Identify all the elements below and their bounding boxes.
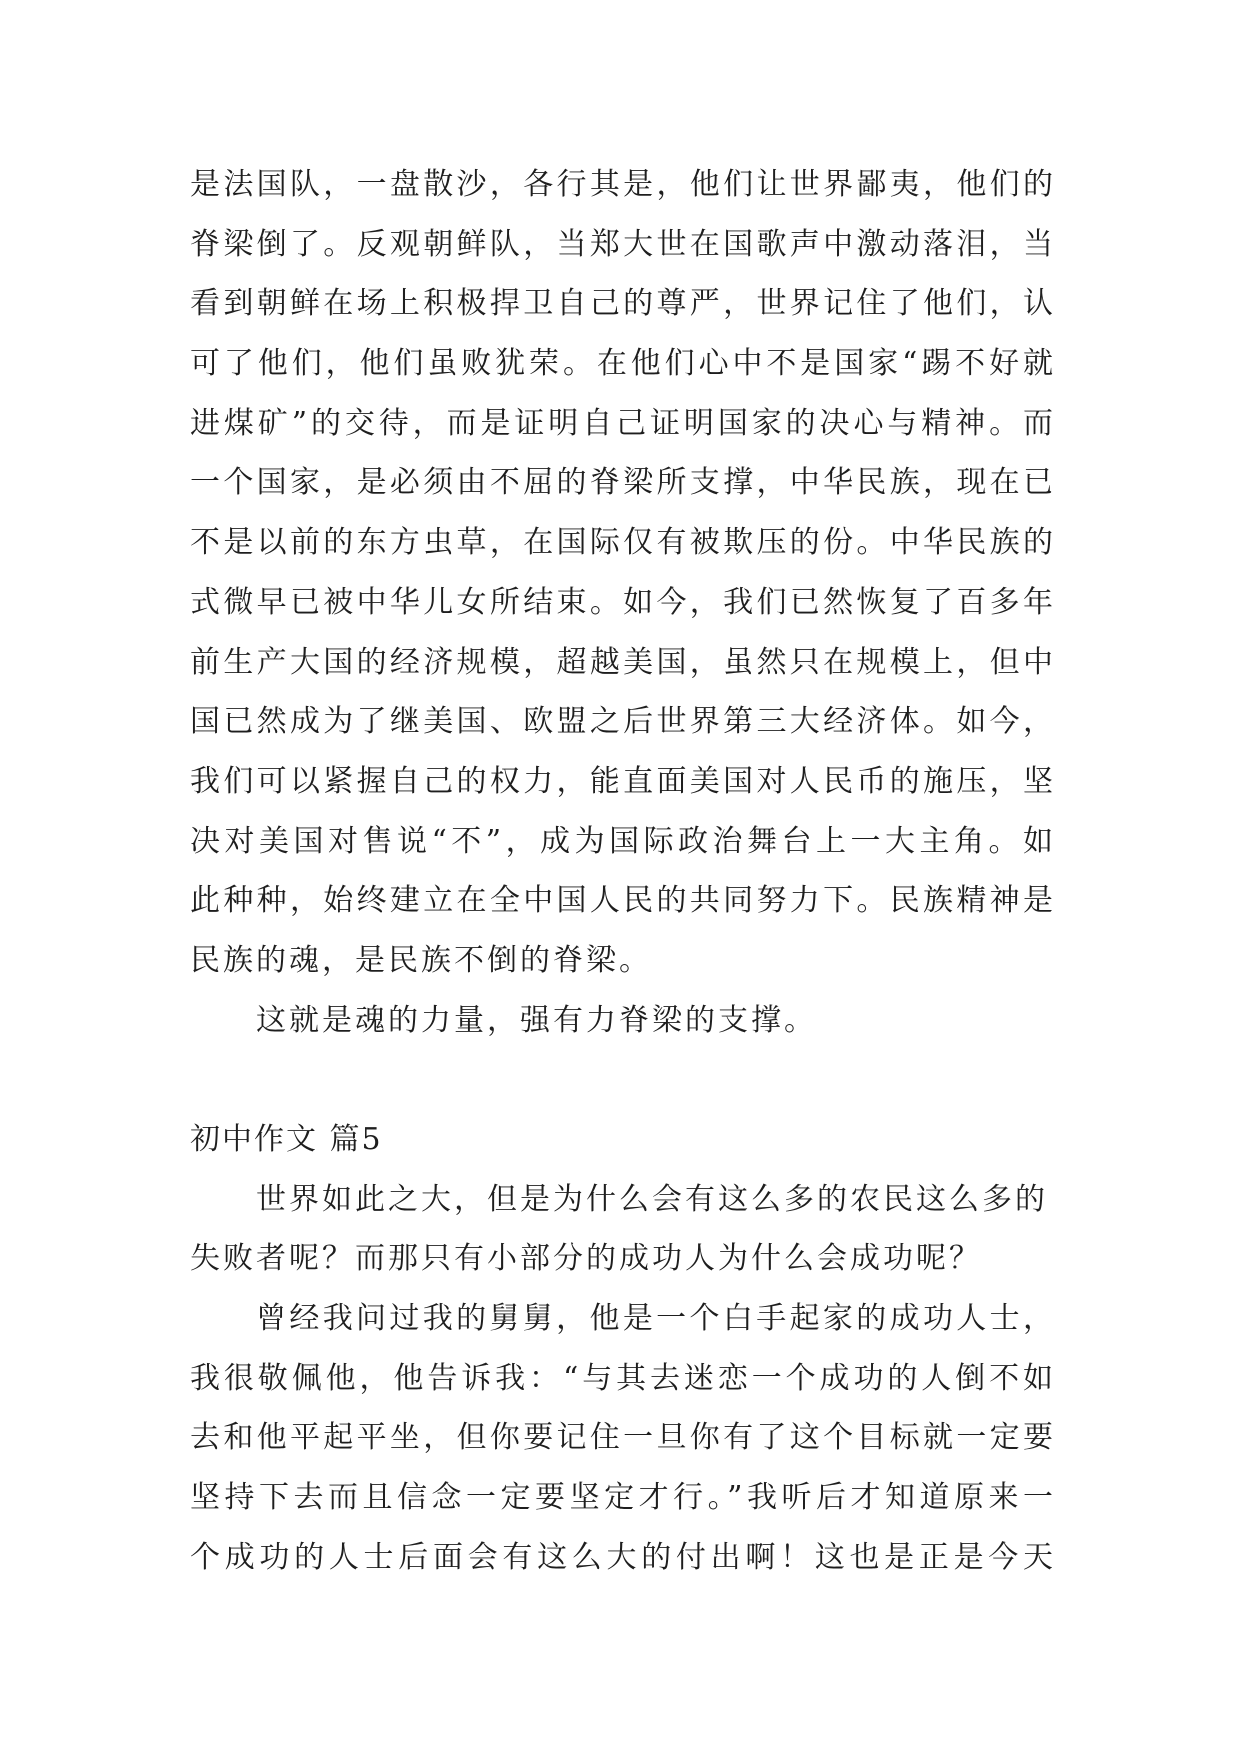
text-line: 式微早已被中华儿女所结束。如今，我们已然恢复了百多年 bbox=[190, 584, 1056, 620]
essay-paragraph bbox=[190, 1289, 1056, 1587]
text-line: 看到朝鲜在场上积极捍卫自己的尊严，世界记住了他们，认 bbox=[190, 286, 1056, 322]
text-line: 我们可以紧握自己的权力，能直面美国对人民币的施压，坚 bbox=[190, 763, 1056, 799]
text-line: 进煤矿”的交待，而是证明自己证明国家的决心与精神。而 bbox=[190, 405, 1056, 441]
text-line: 民族的魂，是民族不倒的脊梁。 bbox=[190, 942, 652, 978]
text-line: 前生产大国的经济规模，超越美国，虽然只在规模上，但中 bbox=[190, 644, 1056, 680]
previous-essay-paragraph bbox=[190, 155, 1056, 991]
text-line: 我很敬佩他，他告诉我：“与其去迷恋一个成功的人倒不如 bbox=[190, 1360, 1056, 1396]
text-line: 国已然成为了继美国、欧盟之后世界第三大经济体。如今， bbox=[190, 704, 1056, 740]
text-line: 曾经我问过我的舅舅，他是一个白手起家的成功人士， bbox=[256, 1301, 1056, 1337]
text-line: 失败者呢？而那只有小部分的成功人为什么会成功呢？ bbox=[190, 1241, 982, 1277]
text-line: 决对美国对售说“不”，成为国际政治舞台上一大主角。如 bbox=[190, 823, 1056, 859]
text-line: 这就是魂的力量，强有力脊梁的支撑。 bbox=[256, 1002, 817, 1038]
text-line: 坚持下去而且信念一定要坚定才行。”我听后才知道原来一 bbox=[190, 1480, 1056, 1516]
text-line: 去和他平起平坐，但你要记住一旦你有了这个目标就一定要 bbox=[190, 1420, 1056, 1456]
text-line: 一个国家，是必须由不屈的脊梁所支撑，中华民族，现在已 bbox=[190, 465, 1056, 501]
text-line: 脊梁倒了。反观朝鲜队，当郑大世在国歌声中激动落泪，当 bbox=[190, 226, 1056, 262]
text-line: 是法国队，一盘散沙，各行其是，他们让世界鄙夷，他们的 bbox=[190, 167, 1056, 202]
essay-paragraph bbox=[190, 1170, 1056, 1289]
text-line: 个成功的人士后面会有这么大的付出啊！这也是正是今天 bbox=[190, 1539, 1056, 1575]
text-line: 此种种，始终建立在全中国人民的共同努力下。民族精神是 bbox=[190, 883, 1056, 919]
essay-heading: 初中作文 篇5 bbox=[190, 1122, 383, 1157]
text-line: 可了他们，他们虽败犹荣。在他们心中不是国家“踢不好就 bbox=[190, 346, 1056, 382]
blank-line bbox=[190, 1050, 1056, 1110]
document-body bbox=[190, 155, 1056, 1588]
previous-essay-closing-paragraph bbox=[190, 991, 1056, 1051]
text-line: 不是以前的东方虫草，在国际仅有被欺压的份。中华民族的 bbox=[190, 525, 1056, 561]
text-line: 世界如此之大，但是为什么会有这么多的农民这么多的 bbox=[256, 1181, 1048, 1217]
